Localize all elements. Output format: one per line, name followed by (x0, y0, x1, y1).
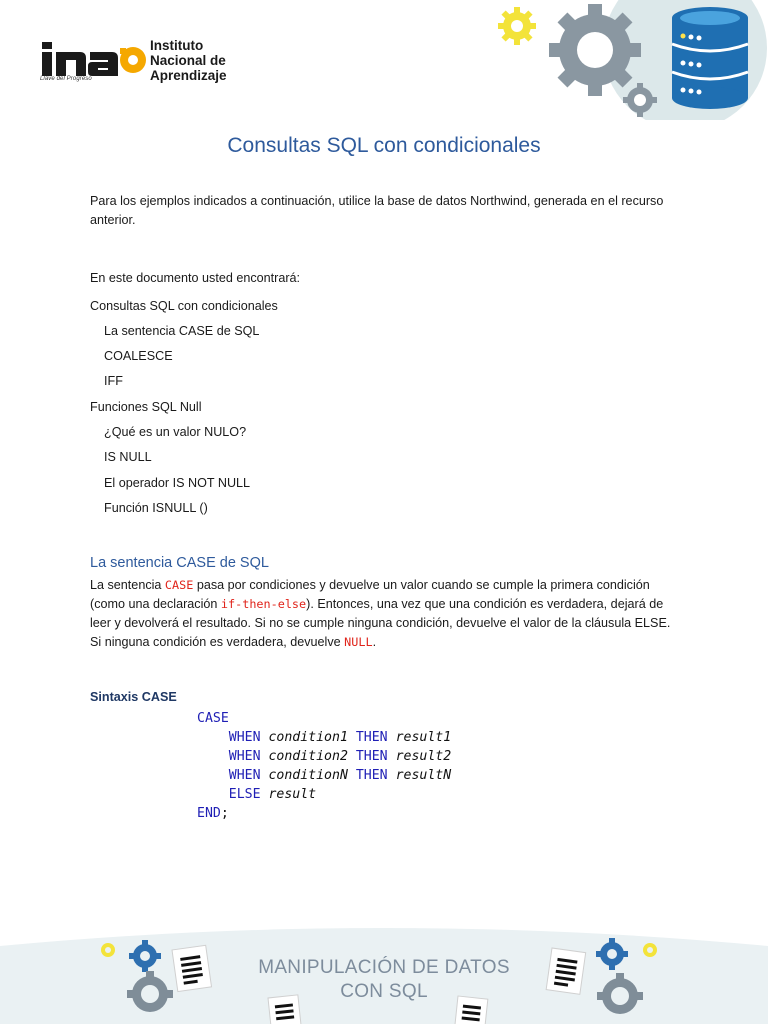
institution-line-3: Aprendizaje (150, 68, 227, 83)
toc-heading: En este documento usted encontrará: (90, 271, 301, 285)
code-when-n: WHEN (228, 768, 261, 783)
inline-code-case: CASE (164, 578, 194, 592)
code-end: END (197, 806, 221, 821)
code-conditionN: conditionN (268, 768, 348, 783)
toc-item-funciones-null: Funciones SQL Null (90, 400, 202, 414)
code-when-1: WHEN (228, 730, 261, 745)
institution-line-1: Instituto (150, 38, 204, 53)
code-case: CASE (197, 711, 229, 726)
footer-right-yellow-gear-icon (643, 943, 657, 957)
document-title: Consultas SQL con condicionales (227, 134, 541, 157)
toc-item-coalesce: COALESCE (104, 349, 173, 363)
case-syntax-code-block (197, 709, 451, 823)
code-when-2: WHEN (228, 749, 261, 764)
section-title-case: La sentencia CASE de SQL (90, 555, 269, 571)
footer-line-2: CON SQL (340, 981, 428, 1002)
institution-name (150, 38, 227, 83)
toc-item-case: La sentencia CASE de SQL (104, 324, 260, 338)
footer-course-title (0, 956, 768, 1004)
toc-item-is-null: IS NULL (104, 450, 152, 464)
footer-line-1: MANIPULACIÓN DE DATOS (258, 957, 510, 978)
syntax-title: Sintaxis CASE (90, 690, 177, 704)
case-description-paragraph (90, 576, 682, 652)
inline-code-if-then-else: if-then-else (220, 597, 307, 611)
code-resultN: resultN (395, 768, 452, 783)
code-then-2: THEN (355, 749, 388, 764)
ina-logo (40, 34, 270, 94)
code-result1: result1 (395, 730, 452, 745)
header-database-gears-graphic (470, 0, 768, 120)
case-text-1: La sentencia (90, 578, 165, 592)
code-semicolon: ; (220, 806, 229, 821)
toc-item-iff: IFF (104, 374, 123, 388)
code-then-1: THEN (355, 730, 388, 745)
case-text-4: . (372, 635, 377, 649)
database-icon (672, 7, 748, 109)
toc-item-is-not-null: El operador IS NOT NULL (104, 476, 251, 490)
intro-paragraph: Para los ejemplos indicados a continuación, utilice la base de datos Northwind, generada en el recurso anterior. (90, 194, 664, 227)
code-else: ELSE (228, 787, 261, 802)
yellow-gear-icon (498, 7, 536, 45)
footer-left-yellow-gear-icon (101, 943, 115, 957)
case-text-2: pasa por condiciones y devuelve un valor cuando se cumple la primera condición (como una declaración (90, 578, 650, 611)
code-condition2: condition2 (268, 749, 348, 764)
code-result2: result2 (395, 749, 452, 764)
code-then-n: THEN (355, 768, 388, 783)
case-text-3: ). Entonces, una vez que una condición es verdadera, dejará de leer y devolverá el resultado. Si no se cumple ninguna condición, devuelve el valor de la cláusula ELSE. Si ninguna condición es verdadera, devuelve (90, 597, 671, 649)
toc-item-valor-nulo: ¿Qué es un valor NULO? (104, 425, 247, 439)
logo-tagline: Llave del Progreso (40, 76, 92, 82)
toc-item-isnull-function: Función ISNULL () (104, 501, 208, 515)
institution-line-2: Nacional de (150, 53, 226, 68)
toc-item-consultas: Consultas SQL con condicionales (90, 299, 278, 313)
code-condition1: condition1 (268, 730, 348, 745)
inline-code-null: NULL (344, 635, 373, 649)
grey-gear-icon (549, 4, 641, 96)
code-result: result (268, 787, 317, 802)
